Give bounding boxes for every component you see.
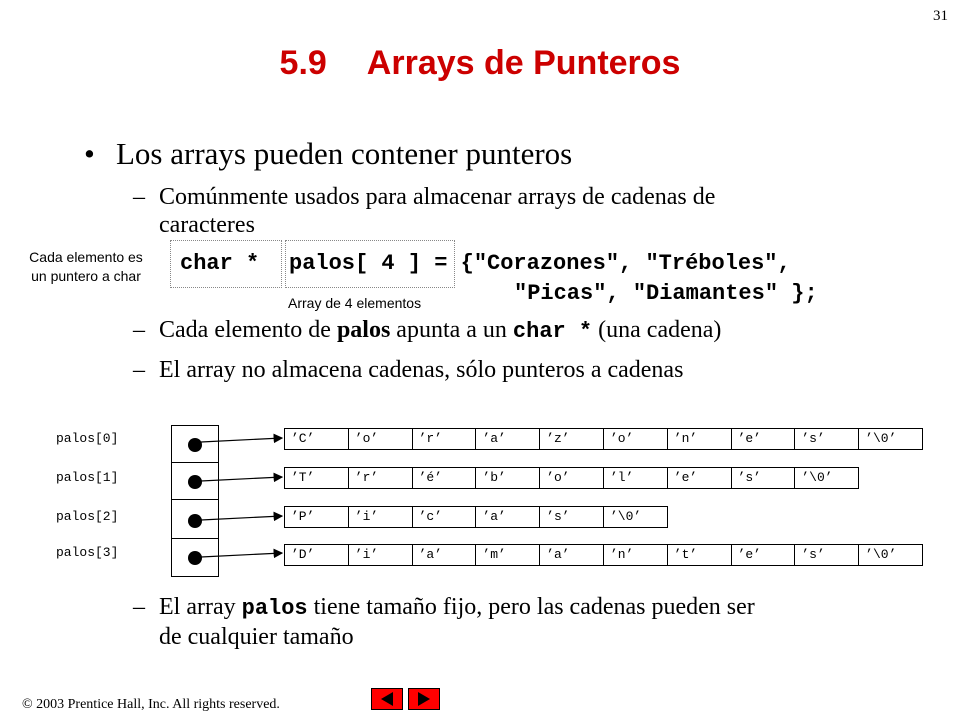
char-cell: ’z’: [539, 428, 604, 450]
sub4-post: tiene tamaño fijo, pero las cadenas pueden ser: [307, 594, 755, 620]
char-cell: ’e’: [731, 428, 796, 450]
char-cell: ’t’: [667, 544, 732, 566]
char-cell: ’o’: [539, 467, 604, 489]
char-cell: ’o’: [348, 428, 413, 450]
char-cell: ’n’: [667, 428, 732, 450]
page-number: 31: [933, 8, 948, 24]
string-row: [284, 467, 859, 489]
char-cell: ’P’: [284, 506, 349, 528]
char-cell: ’D’: [284, 544, 349, 566]
string-row: [284, 428, 923, 450]
char-cell: ’e’: [731, 544, 796, 566]
row-label: palos[0]: [56, 431, 119, 446]
string-row: [284, 506, 668, 528]
char-cell: ’c’: [412, 506, 477, 528]
char-cell: ’\0’: [794, 467, 859, 489]
char-cell: ’n’: [603, 544, 668, 566]
code-line2: "Picas", "Diamantes" };: [514, 281, 818, 306]
dash: –: [133, 317, 145, 343]
char-cell: ’a’: [475, 428, 540, 450]
char-cell: ’a’: [539, 544, 604, 566]
char-cell: ’s’: [794, 544, 859, 566]
char-cell: ’\0’: [603, 506, 668, 528]
note-array-size: Array de 4 elementos: [288, 295, 422, 311]
code-decl: palos[ 4 ] = {"Corazones", "Tréboles",: [289, 251, 791, 276]
char-cell: ’T’: [284, 467, 349, 489]
pointer-arrow: [201, 516, 282, 520]
char-cell: ’C’: [284, 428, 349, 450]
note-line1: Cada elemento es: [29, 249, 143, 265]
char-cell: ’i’: [348, 544, 413, 566]
next-button[interactable]: [408, 688, 440, 710]
sub4-pre: El array: [159, 594, 242, 620]
dash: –: [133, 594, 145, 620]
sub4-line2: de cualquier tamaño: [159, 624, 354, 650]
sub2-charptr: char *: [512, 319, 593, 344]
sub3-text: El array no almacena cadenas, sólo punteros a cadenas: [159, 357, 684, 383]
sub2-mid: apunta a un: [390, 317, 513, 343]
char-cell: ’é’: [412, 467, 477, 489]
copyright-footer: © 2003 Prentice Hall, Inc. All rights reserved.: [22, 697, 280, 712]
sub2-post: (una cadena): [592, 317, 722, 343]
dash: –: [133, 357, 145, 383]
prev-button[interactable]: [371, 688, 403, 710]
sub2-palos: palos: [336, 317, 391, 343]
title-text: Arrays de Punteros: [366, 44, 681, 82]
char-cell: ’i’: [348, 506, 413, 528]
char-cell: ’a’: [475, 506, 540, 528]
char-cell: ’\0’: [858, 428, 923, 450]
sub-bullet-1-line2: caracteres: [159, 212, 255, 238]
char-cell: ’r’: [412, 428, 477, 450]
row-label: palos[1]: [56, 470, 119, 485]
dash: –: [133, 184, 145, 210]
char-cell: ’l’: [603, 467, 668, 489]
sub-bullet-4: [133, 593, 755, 651]
bullet-text: Los arrays pueden contener punteros: [116, 136, 573, 171]
string-row: [284, 544, 923, 566]
char-cell: ’o’: [603, 428, 668, 450]
sub4-palos: palos: [241, 596, 308, 621]
char-cell: ’s’: [794, 428, 859, 450]
sub2-pre: Cada elemento de: [159, 317, 337, 343]
sub-bullet-1-line1: Comúnmente usados para almacenar arrays de cadenas de: [159, 184, 716, 210]
row-label: palos[2]: [56, 509, 119, 524]
char-cell: ’a’: [412, 544, 477, 566]
char-cell: ’s’: [539, 506, 604, 528]
char-cell: ’s’: [731, 467, 796, 489]
char-cell: ’m’: [475, 544, 540, 566]
bullet-symbol: •: [84, 136, 95, 171]
pointer-arrow: [201, 438, 282, 442]
pointer-arrow: [201, 477, 282, 481]
row-label: palos[3]: [56, 545, 119, 560]
char-cell: ’r’: [348, 467, 413, 489]
code-type: char *: [180, 251, 260, 276]
pointer-arrow: [201, 553, 282, 557]
char-cell: ’b’: [475, 467, 540, 489]
next-arrow-icon: [409, 689, 439, 709]
section-number: 5.9: [279, 44, 327, 82]
char-cell: ’e’: [667, 467, 732, 489]
note-line2: un puntero a char: [31, 268, 141, 284]
prev-arrow-icon: [372, 689, 402, 709]
char-cell: ’\0’: [858, 544, 923, 566]
